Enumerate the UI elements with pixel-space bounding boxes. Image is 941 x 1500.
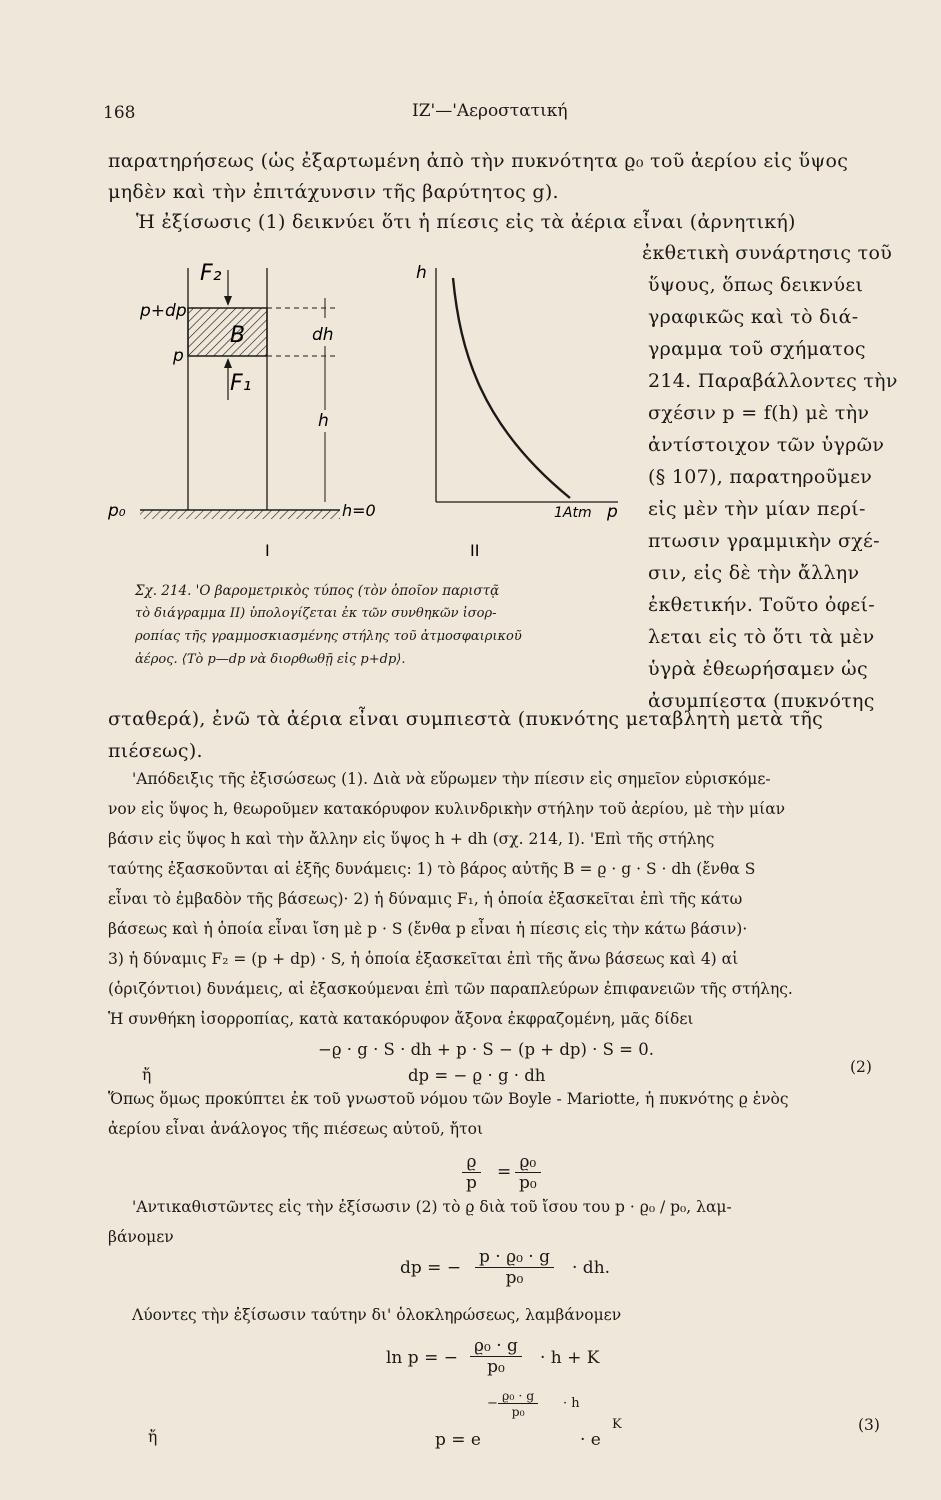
text-line: ἀερίου εἶναι ἀνάλογος τῆς πιέσεως αὐτοῦ, ἤτοι	[108, 1120, 484, 1138]
text-line: παρατηρήσεως (ὡς ἐξαρτωμένη ἀπὸ τὴν πυκνότητα ϱ₀ τοῦ ἀερίου εἰς ὕψος	[108, 150, 849, 172]
proof-line: 'Απόδειξις τῆς ἐξισώσεως (1). Διὰ νὰ εὕρωμεν τὴν πίεσιν εἰς σημεῖον εὑρισκόμε-	[132, 770, 771, 788]
text-line: (§ 107), παρατηροῦμεν	[648, 466, 873, 488]
text-line: 'Αντικαθιστῶντες εἰς τὴν ἐξίσωσιν (2) τὸ ϱ διὰ τοῦ ἴσου του p · ϱ₀ / p₀, λαμ-	[132, 1198, 732, 1216]
label-p: p	[173, 346, 184, 366]
text-line: μηδὲν καὶ τὴν ἐπιτάχυνσιν τῆς βαρύτητος g).	[108, 181, 559, 203]
eta-word: ἤ	[142, 1066, 152, 1084]
text-line: ἐκθετικήν. Τοῦτο ὀφεί-	[648, 594, 875, 616]
ratio-rhs	[515, 1152, 541, 1193]
text-line: Ἡ ἐξίσωσις (1) δεικνύει ὅτι ἡ πίεσις εἰς τὰ ἀέρια εἶναι (ἀρνητική)	[136, 211, 796, 233]
text-line: ἀντίστοιχον τῶν ὑγρῶν	[648, 434, 885, 456]
caption-line: ροπίας τῆς γραμμοσκιασμένης στήλης τοῦ ἀτμοσφαιρικοῦ	[135, 629, 522, 644]
text-line: βάνομεν	[108, 1228, 174, 1246]
proof-line: βάσιν εἰς ὕψος h καὶ τὴν ἄλλην εἰς ὕψος h + dh (σχ. 214, I). 'Επὶ τῆς στήλης	[108, 830, 715, 848]
eq-dp-lhs: dp = −	[400, 1258, 462, 1278]
running-title: ΙΖ'—'Αεροστατική	[412, 101, 568, 121]
text-line: γραφικῶς καὶ τὸ διά-	[648, 306, 859, 328]
proof-line: νον εἰς ὕψος h, θεωροῦμεν κατακόρυφον κυλινδρικὴν στήλην τοῦ ἀερίου, μὲ τὴν μίαν	[108, 800, 786, 818]
eq-ln-lhs: ln p = −	[386, 1348, 458, 1368]
equals-sign: =	[497, 1162, 512, 1182]
proof-line: βάσεως καὶ ἡ ὁποία εἶναι ἴση μὲ p · S (ἔνθα p εἶναι ἡ πίεσις εἰς τὴν κάτω βάσιν)·	[108, 920, 748, 938]
ground-hatch	[140, 510, 340, 519]
eq3-exp-num: ϱ₀ · g	[498, 1388, 538, 1404]
pressure-curve	[453, 278, 570, 498]
eq3-exp-den: p₀	[511, 1404, 525, 1419]
text-line: σταθερά), ἐνῶ τὰ ἀέρια εἶναι συμπιεστὰ (πυκνότης μεταβλητὴ μετὰ τῆς	[108, 708, 824, 730]
text-line: ἀσυμπίεστα (πυκνότης	[648, 690, 875, 712]
text-line: σιν, εἰς δὲ τὴν ἄλλην	[648, 562, 860, 584]
ratio-rhs-num: ϱ₀	[515, 1152, 541, 1173]
label-p-dp: p+dp	[140, 301, 187, 321]
eq-ln-frac	[470, 1336, 522, 1377]
text-line: εἰς μὲν τὴν μίαν περί-	[648, 498, 866, 520]
equation-tag-3: (3)	[858, 1416, 880, 1434]
text-line: σχέσιν p = f(h) μὲ τὴν	[648, 402, 870, 424]
ratio-lhs-num: ϱ	[462, 1152, 481, 1173]
label-B: B	[230, 323, 246, 348]
figure-214	[100, 240, 630, 570]
label-F1: F₁	[230, 371, 252, 396]
hatched-slab	[188, 308, 267, 356]
eq-ln-rhs: · h + K	[540, 1348, 600, 1368]
diagram-II	[416, 263, 618, 560]
eq3-exp-minus: −	[487, 1396, 498, 1411]
text-line: ὑγρὰ ἐθεωρήσαμεν ὡς	[648, 658, 868, 680]
text-line: Λύοντες τὴν ἐξίσωσιν ταύτην δι' ὁλοκληρώσεως, λαμβάνομεν	[132, 1306, 622, 1324]
text-line: Ὅπως ὅμως προκύπτει ἐκ τοῦ γνωστοῦ νόμου τῶν Boyle - Mariotte, ἡ πυκνότης ϱ ἑνὸς	[108, 1090, 789, 1108]
diagram-I	[107, 261, 376, 560]
label-h-axis: h	[416, 263, 427, 283]
eq-ln-den: p₀	[487, 1357, 505, 1377]
label-dh: dh	[312, 325, 334, 345]
eq3-K: K	[612, 1417, 622, 1432]
proof-line: ταύτης ἐξασκοῦνται αἱ ἑξῆς δυνάμεις: 1) τὸ βάρος αὐτῆς B = ϱ · g · S · dh (ἔνθα S	[108, 860, 756, 878]
eq-dp-rhs: · dh.	[572, 1258, 611, 1278]
text-line: πτωσιν γραμμικὴν σχέ-	[648, 530, 880, 552]
label-p-axis: p	[607, 502, 618, 522]
text-line: πιέσεως).	[108, 740, 203, 762]
eq-dp-den: p₀	[505, 1268, 524, 1288]
ratio-rhs-den: p₀	[519, 1173, 537, 1193]
F1-arrowhead	[224, 358, 232, 368]
ratio-lhs	[462, 1152, 481, 1193]
equation-2: dp = − ϱ · g · dh	[408, 1066, 546, 1085]
F2-arrowhead	[224, 296, 232, 306]
caption-line: ἀέρος. ⟨Τὸ p—dp νὰ διορθωθῇ εἰς p+dp⟩.	[135, 652, 406, 667]
label-I: I	[265, 541, 270, 560]
eq-dp-num: p · ϱ₀ · g	[475, 1247, 554, 1268]
text-line: γραμμα τοῦ σχήματος	[648, 338, 866, 360]
eq3-exp-h: · h	[563, 1396, 580, 1411]
label-h: h	[318, 411, 329, 431]
text-line: λεται εἰς τὸ ὅτι τὰ μὲν	[648, 626, 875, 648]
equation-balance: −ϱ · g · S · dh + p · S − (p + dp) · S = 0.	[318, 1040, 654, 1059]
proof-line: εἶναι τὸ ἐμβαδὸν τῆς βάσεως)· 2) ἡ δύναμις F₁, ἡ ὁποία ἐξασκεῖται ἐπὶ τῆς κάτω	[108, 890, 743, 908]
label-II: II	[470, 541, 480, 560]
eq3-lhs: p = e	[435, 1430, 481, 1450]
label-h0: h=0	[342, 501, 376, 520]
proof-line: (ὁριζόντιοι) δυνάμεις, αἱ ἐξασκούμεναι ἐπὶ τῶν παραπλεύρων ἐπιφανειῶν τῆς στήλης.	[108, 980, 793, 998]
eta-word: ἤ	[148, 1428, 158, 1446]
eq-dp-frac	[475, 1247, 554, 1288]
eq-ln-num: ϱ₀ · g	[470, 1336, 522, 1357]
label-1atm: 1Atm	[554, 505, 592, 521]
proof-line: Ἡ συνθήκη ἰσορροπίας, κατὰ κατακόρυφον ἄξονα ἐκφραζομένη, μᾶς δίδει	[108, 1010, 694, 1028]
equation-tag-2: (2)	[850, 1058, 872, 1076]
label-p0: p₀	[108, 501, 126, 521]
ratio-lhs-den: p	[466, 1173, 477, 1193]
page-number: 168	[103, 103, 136, 123]
text-line: ὕψους, ὅπως δεικνύει	[648, 274, 864, 296]
proof-line: 3) ἡ δύναμις F₂ = (p + dp) · S, ἡ ὁποία ἐξασκεῖται ἐπὶ τῆς ἄνω βάσεως καὶ 4) αἱ	[108, 950, 739, 968]
caption-line: τὸ διάγραμμα II) ὑπολογίζεται ἐκ τῶν συνθηκῶν ἰσορ-	[135, 606, 497, 621]
caption-line: Σχ. 214. 'Ο βαρομετρικὸς τύπος (τὸν ὁποῖον παριστᾷ	[135, 583, 500, 599]
eq3-exp-frac	[498, 1388, 538, 1419]
label-F2: F₂	[200, 261, 222, 286]
text-line: ἐκθετικὴ συνάρτησις τοῦ	[642, 242, 893, 264]
eq3-mid: · e	[580, 1430, 601, 1450]
text-line: 214. Παραβάλλοντες τὴν	[648, 370, 898, 392]
